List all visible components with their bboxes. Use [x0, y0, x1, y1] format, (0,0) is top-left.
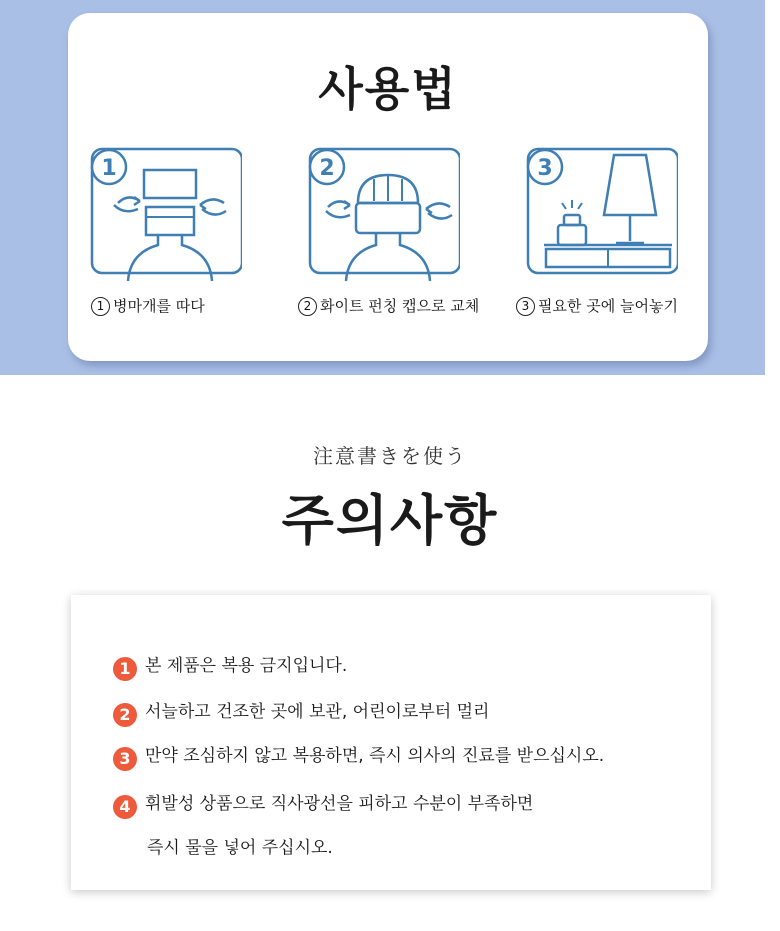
caution-text-4: 휘발성 상품으로 직사광선을 피하고 수분이 부족하면	[145, 794, 534, 814]
caution-text-3: 만약 조심하지 않고 복용하면, 즉시 의사의 진료를 받으십시오.	[145, 746, 605, 766]
step-2-illustration	[298, 145, 460, 283]
step-2-text: 화이트 펀칭 캡으로 교체	[320, 297, 480, 315]
caution-badge-4: 4	[113, 795, 137, 819]
caution-item-3	[113, 741, 604, 771]
step-2-caption	[298, 295, 479, 316]
bottle-cap-removal-icon	[80, 145, 242, 283]
step-3-illustration	[516, 145, 678, 283]
caution-item-4	[113, 789, 533, 819]
caution-badge-2: 2	[113, 703, 137, 727]
caution-title: 주의사항	[281, 489, 499, 552]
step-1-number: 1	[91, 297, 110, 316]
caution-item-2	[113, 697, 489, 727]
step-1-text: 병마개를 따다	[113, 297, 205, 315]
usage-card	[68, 13, 708, 361]
caution-text-1: 본 제품은 복용 금지입니다.	[145, 656, 348, 676]
caution-card	[71, 595, 711, 890]
caution-badge-3: 3	[113, 747, 137, 771]
caution-badge-1: 1	[113, 657, 137, 681]
usage-title: 사용법	[318, 62, 458, 116]
step-2-number: 2	[298, 297, 317, 316]
step-1-caption	[91, 295, 205, 316]
svg-text:1: 1	[101, 156, 117, 181]
svg-text:3: 3	[537, 156, 553, 181]
caution-subtitle: 注意書きを使う	[313, 444, 467, 468]
caution-text-2: 서늘하고 건조한 곳에 보관, 어린이로부터 멀리	[145, 702, 490, 722]
step-1-illustration	[80, 145, 242, 283]
punch-cap-icon	[298, 145, 460, 283]
caution-item-1	[113, 651, 347, 681]
svg-text:2: 2	[319, 156, 335, 181]
lamp-table-icon	[516, 145, 678, 283]
step-3-caption	[516, 295, 678, 316]
step-3-text: 필요한 곳에 늘어놓기	[538, 297, 678, 315]
step-3-number: 3	[516, 297, 535, 316]
caution-continuation: 즉시 물을 넣어 주십시오.	[147, 838, 333, 858]
